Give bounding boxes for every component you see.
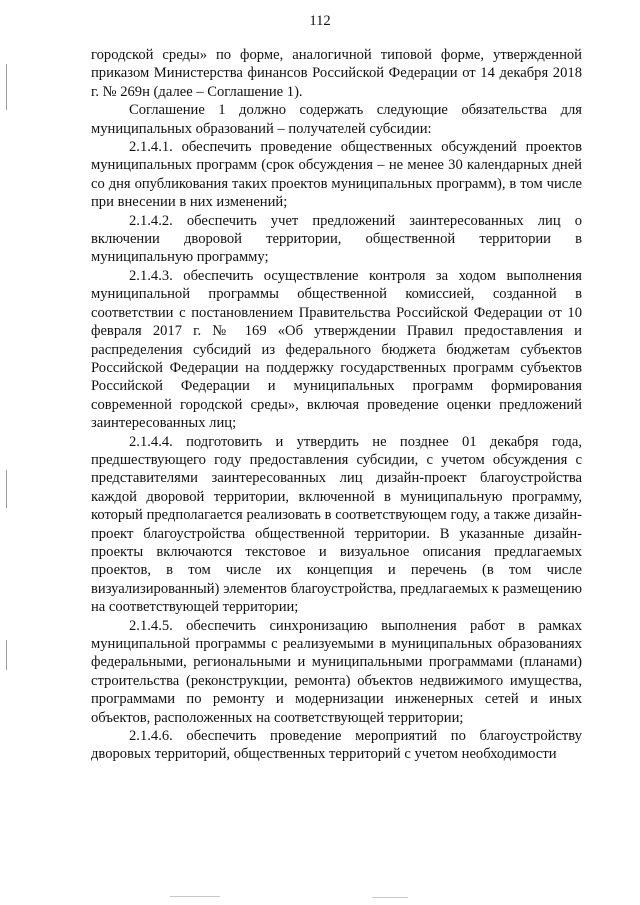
page-number: 112 — [309, 13, 331, 29]
scan-edge-mark — [6, 640, 7, 670]
paragraph-2-1-4-4: 2.1.4.4. подготовить и утвердить не позднее 01 декабря года, предшествующего году предоставления субсидии, с учетом обсуждения с представителями заинтересованных лиц дизайн-проект благоустройства каждой дворовой территории, включенной в муниципальную программу, который предполагается реализовать в соответствующем году, а также дизайн-проект благоустройства общественной территории. В указанные дизайн-проекты включаются текстовое и визуальное описания предлагаемых проектов, в том числе их концепция и перечень (в том числе визуализированный) элементов благоустройства, предлагаемых к размещению на соответствующей территории; — [91, 433, 582, 616]
scan-edge-mark — [6, 64, 7, 110]
paragraph-2-1-4-1: 2.1.4.1. обеспечить проведение общественных обсуждений проектов муниципальных программ (срок обсуждения – не менее 30 календарных дней со дня опубликования таких проектов муниципальных программ), в том числе при внесении в них изменений; — [91, 139, 582, 211]
paragraph-agreement-obligations: Соглашение 1 должно содержать следующие обязательства для муниципальных образований – получателей субсидии: — [91, 102, 582, 137]
paragraph-2-1-4-5: 2.1.4.5. обеспечить синхронизацию выполнения работ в рамках муниципальной программы с реализуемыми в муниципальных образованиях федеральными, региональными и муниципальными программами (планами) строительства (реконструкции, ремонта) объектов недвижимого имущества, программами по ремонту и модернизации инженерных сетей и иных объектов, расположенных на соответствующей территории; — [91, 617, 582, 726]
scan-edge-mark — [6, 470, 7, 508]
paragraph-2-1-4-2: 2.1.4.2. обеспечить учет предложений заинтересованных лиц о включении дворовой территории, общественной территории в муниципальную программу; — [91, 212, 582, 266]
paragraph-continuation: городской среды» по форме, аналогичной типовой форме, утвержденной приказом Министерства финансов Российской Федерации от 14 декабря 2018 г. № 269н (далее – Соглашение 1). — [91, 47, 582, 100]
scan-artifact — [170, 896, 220, 897]
paragraph-2-1-4-6: 2.1.4.6. обеспечить проведение мероприятий по благоустройству дворовых территорий, общественных территорий с учетом необходимости — [91, 728, 582, 763]
paragraph-2-1-4-3: 2.1.4.3. обеспечить осуществление контроля за ходом выполнения муниципальной программы общественной комиссией, созданной в соответствии с постановлением Правительства Российской Федерации от 10 февраля 2017 г. № 169 «Об утверждении Правил предоставления и распределения субсидий из федерального бюджета бюджетам субъектов Российской Федерации на поддержку государственных программ субъектов Российской Федерации и муниципальных программ формирования современной городской среды», включая проведение оценки предложений заинтересованных лиц; — [91, 267, 582, 432]
body-text — [91, 46, 582, 764]
scan-artifact — [372, 897, 408, 898]
